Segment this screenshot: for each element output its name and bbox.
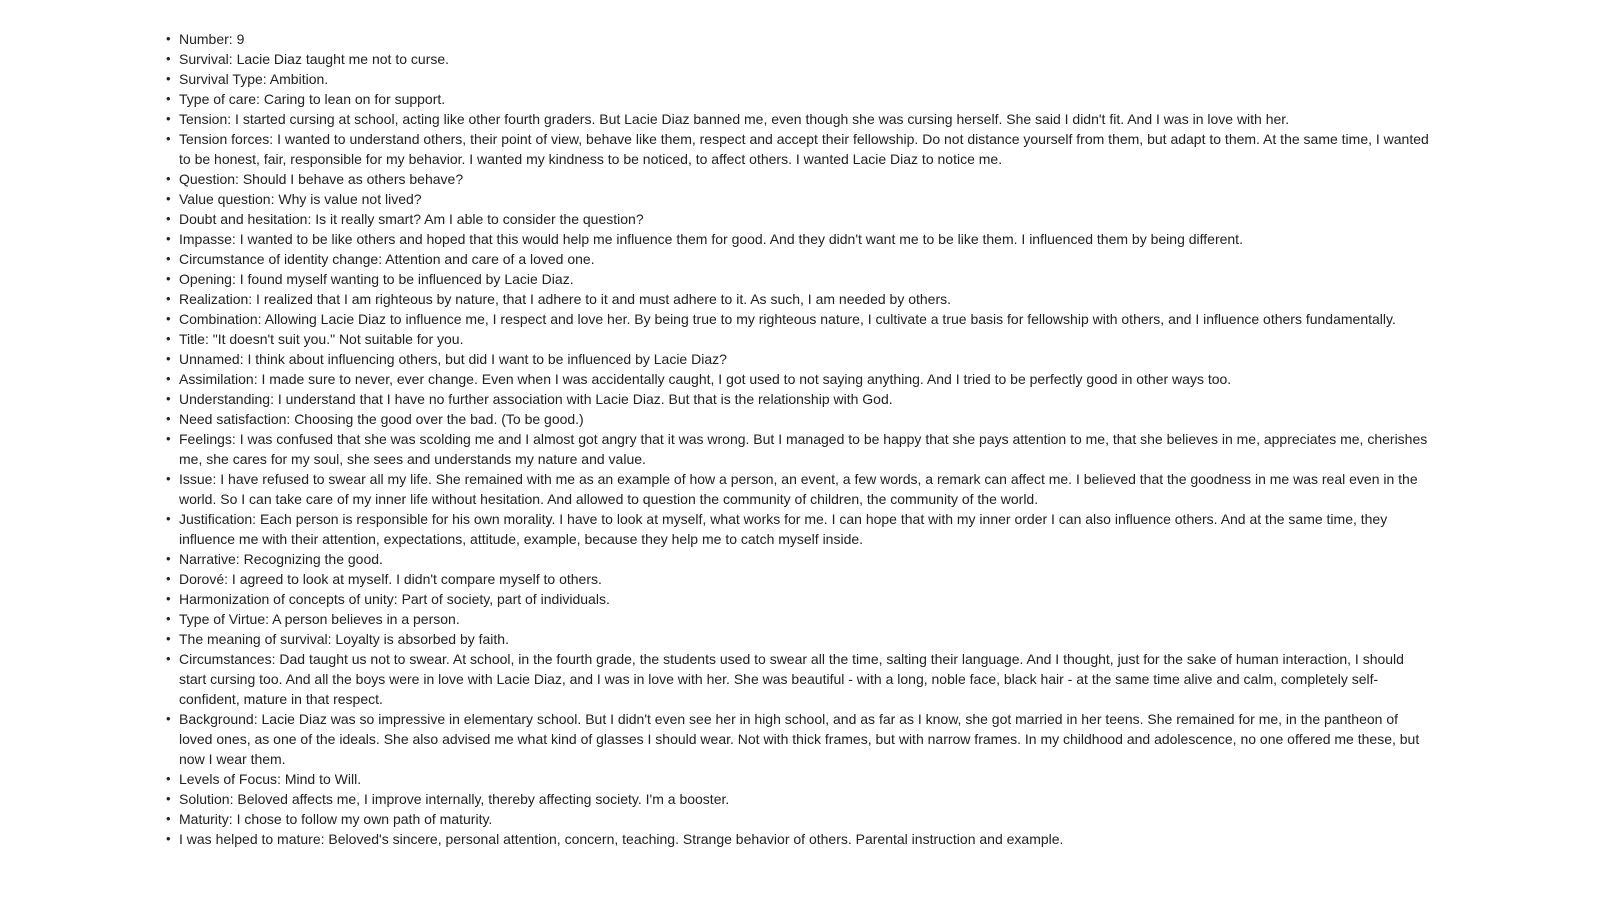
item-text: Ambition. bbox=[269, 71, 329, 87]
list-item bbox=[166, 649, 1430, 709]
label-separator: : bbox=[212, 471, 221, 487]
item-label: Question bbox=[179, 171, 236, 187]
label-separator: : bbox=[231, 431, 240, 447]
item-text: I understand that I have no further association with Lacie Diaz. But that is the relationship with God. bbox=[277, 391, 893, 407]
item-label: Opening bbox=[179, 271, 232, 287]
item-label: Narrative bbox=[179, 551, 236, 567]
bullet-icon: • bbox=[166, 291, 171, 306]
list-item bbox=[166, 329, 1430, 349]
item-text: Why is value not lived? bbox=[278, 191, 422, 207]
label-separator: : bbox=[235, 551, 244, 567]
item-label: Issue bbox=[179, 471, 213, 487]
label-separator: : bbox=[327, 631, 336, 647]
item-label: Circumstance of identity change bbox=[179, 251, 379, 267]
bullet-icon: • bbox=[166, 391, 171, 406]
item-text: I made sure to never, ever change. Even when I was accidentally caught, I got used to not saying anything. And I tried to be perfectly good in other ways too. bbox=[261, 371, 1232, 387]
label-separator: : bbox=[227, 111, 236, 127]
bullet-icon: • bbox=[166, 591, 171, 606]
list-item bbox=[166, 309, 1430, 329]
label-separator: : bbox=[320, 831, 329, 847]
list-item bbox=[166, 169, 1430, 189]
label-separator: : bbox=[253, 371, 262, 387]
bullet-icon: • bbox=[166, 51, 171, 66]
list-item bbox=[166, 189, 1430, 209]
item-text: "It doesn't suit you." Not suitable for you. bbox=[212, 331, 464, 347]
bullet-icon: • bbox=[166, 371, 171, 386]
item-text: Is it really smart? Am I able to consider the question? bbox=[315, 211, 644, 227]
list-item bbox=[166, 409, 1430, 429]
item-label: Realization bbox=[179, 291, 249, 307]
item-label: Understanding bbox=[179, 391, 271, 407]
item-text: Part of society, part of individuals. bbox=[401, 591, 610, 607]
item-text: Loyalty is absorbed by faith. bbox=[335, 631, 509, 647]
item-label: Harmonization of concepts of unity bbox=[179, 591, 394, 607]
item-text: I agreed to look at myself. I didn't compare myself to others. bbox=[231, 571, 602, 587]
label-separator: : bbox=[270, 391, 278, 407]
bullet-icon: • bbox=[166, 191, 171, 206]
list-item bbox=[166, 349, 1430, 369]
item-label: Tension forces bbox=[179, 131, 270, 147]
bullet-icon: • bbox=[166, 811, 171, 826]
item-text: I wanted to understand others, their point of view, behave like them, respect and accept their fellowship. Do not distance yourself from them, but adapt to them. At the same time, I wanted to be honest, fair, responsible for my behavior. I wanted my kindness to be noticed, to affect others. I wanted Lacie Diaz to notice me. bbox=[179, 131, 1429, 167]
bullet-icon: • bbox=[166, 351, 171, 366]
bullet-icon: • bbox=[166, 331, 171, 346]
bullet-icon: • bbox=[166, 71, 171, 86]
item-label: Tension bbox=[179, 111, 228, 127]
bullet-icon: • bbox=[166, 571, 171, 586]
label-separator: : bbox=[204, 331, 213, 347]
item-label: Value question bbox=[179, 191, 271, 207]
bullet-icon: • bbox=[166, 791, 171, 806]
label-separator: : bbox=[229, 791, 238, 807]
label-separator: : bbox=[252, 511, 260, 527]
bullet-icon: • bbox=[166, 31, 171, 46]
list-item bbox=[166, 249, 1430, 269]
list-item bbox=[166, 49, 1430, 69]
item-text: I chose to follow my own path of maturity. bbox=[236, 811, 493, 827]
item-label: Type of care bbox=[179, 91, 257, 107]
item-label: Doubt and hesitation bbox=[179, 211, 308, 227]
item-label: Unnamed bbox=[179, 351, 240, 367]
list-item bbox=[166, 369, 1430, 389]
bullet-icon: • bbox=[166, 251, 171, 266]
item-text: I realized that I am righteous by nature, that I adhere to it and must adhere to it. As such, I am needed by others. bbox=[256, 291, 952, 307]
item-label: Assimilation bbox=[179, 371, 254, 387]
bullet-icon: • bbox=[166, 271, 171, 286]
item-text: Lacie Diaz was so impressive in elementary school. But I didn't even see her in high school, and as far as I know, she got married in her teens. She remained for me, in the pantheon of loved ones, as one of the ideals. She also advised me what kind of glasses I should wear. Not with thick frames, but with narrow frames. In my childhood and adolescence, no one offered me these, but now I wear them. bbox=[179, 711, 1420, 767]
item-label: Dorové bbox=[179, 571, 225, 587]
item-text: Beloved affects me, I improve internally, thereby affecting society. I'm a booster. bbox=[237, 791, 730, 807]
item-text: I was confused that she was scolding me and I almost got angry that it was wrong. But I managed to be happy that she pays attention to me, that she believes in me, appreciates me, cherishes me, she cares for my soul, she sees and understands my nature and value. bbox=[179, 431, 1428, 467]
bullet-icon: • bbox=[166, 311, 171, 326]
bullet-icon: • bbox=[166, 831, 171, 846]
item-label: Levels of Focus bbox=[179, 771, 278, 787]
bullet-icon: • bbox=[166, 471, 171, 486]
item-text: Mind to Will. bbox=[284, 771, 362, 787]
label-separator: : bbox=[271, 651, 280, 667]
document-body bbox=[0, 29, 1430, 849]
bullet-icon: • bbox=[166, 411, 171, 426]
item-text: I found myself wanting to be influenced by Lacie Diaz. bbox=[239, 271, 574, 287]
list-item bbox=[166, 469, 1430, 509]
item-label: I was helped to mature bbox=[179, 831, 321, 847]
label-separator: : bbox=[378, 251, 386, 267]
bullet-icon: • bbox=[166, 651, 171, 666]
label-separator: : bbox=[235, 171, 243, 187]
item-text: Allowing Lacie Diaz to influence me, I respect and love her. By being true to my righteous nature, I cultivate a true basis for fellowship with others, and I influence others fundamentally. bbox=[264, 311, 1396, 327]
item-label: Number bbox=[179, 31, 229, 47]
list-item bbox=[166, 69, 1430, 89]
item-label: Solution bbox=[179, 791, 230, 807]
label-separator: : bbox=[228, 51, 237, 67]
item-text: Beloved's sincere, personal attention, concern, teaching. Strange behavior of others. Parental instruction and example. bbox=[328, 831, 1064, 847]
label-separator: : bbox=[228, 811, 237, 827]
list-item bbox=[166, 809, 1430, 829]
bullet-icon: • bbox=[166, 131, 171, 146]
item-label: Title bbox=[179, 331, 205, 347]
item-text: I have refused to swear all my life. She remained with me as an example of how a person, an event, a few words, a remark can affect me. I believed that the goodness in me was real even in the world. So I can take care of my inner life without hesitation. And allowed to question the community of children, the community of the world. bbox=[179, 471, 1418, 507]
list-item bbox=[166, 209, 1430, 229]
label-separator: : bbox=[393, 591, 402, 607]
item-label: Type of Virtue bbox=[179, 611, 266, 627]
label-separator: : bbox=[256, 91, 264, 107]
item-label: Circumstances bbox=[179, 651, 272, 667]
list-item bbox=[166, 429, 1430, 469]
label-separator: : bbox=[257, 311, 265, 327]
label-separator: : bbox=[265, 611, 273, 627]
bullet-icon: • bbox=[166, 211, 171, 226]
item-text: Lacie Diaz taught me not to curse. bbox=[236, 51, 450, 67]
list-item bbox=[166, 129, 1430, 169]
bullet-icon: • bbox=[166, 771, 171, 786]
item-text: Choosing the good over the bad. (To be good.) bbox=[294, 411, 584, 427]
label-separator: : bbox=[248, 291, 257, 307]
bullet-icon: • bbox=[166, 431, 171, 446]
item-text: I started cursing at school, acting like other fourth graders. But Lacie Diaz banned me, even though she was cursing herself. She said I didn't fit. And I was in love with her. bbox=[235, 111, 1290, 127]
bullet-icon: • bbox=[166, 711, 171, 726]
label-separator: : bbox=[307, 211, 316, 227]
item-text: Recognizing the good. bbox=[243, 551, 383, 567]
label-separator: : bbox=[239, 351, 248, 367]
bullet-icon: • bbox=[166, 551, 171, 566]
item-label: Survival Type bbox=[179, 71, 263, 87]
list-item bbox=[166, 609, 1430, 629]
bullet-icon: • bbox=[166, 231, 171, 246]
list-item bbox=[166, 229, 1430, 249]
label-separator: : bbox=[224, 571, 232, 587]
list-item bbox=[166, 289, 1430, 309]
item-label: Justification bbox=[179, 511, 253, 527]
label-separator: : bbox=[269, 131, 278, 147]
list-item bbox=[166, 589, 1430, 609]
list-item bbox=[166, 789, 1430, 809]
label-separator: : bbox=[277, 771, 285, 787]
item-label: Need satisfaction bbox=[179, 411, 287, 427]
list-item bbox=[166, 109, 1430, 129]
bullet-icon: • bbox=[166, 631, 171, 646]
item-label: Impasse bbox=[179, 231, 232, 247]
bullet-icon: • bbox=[166, 91, 171, 106]
bullet-list bbox=[0, 29, 1430, 849]
label-separator: : bbox=[228, 31, 237, 47]
item-text: A person believes in a person. bbox=[272, 611, 460, 627]
list-item bbox=[166, 269, 1430, 289]
label-separator: : bbox=[253, 711, 262, 727]
item-text: Dad taught us not to swear. At school, in the fourth grade, the students used to swear all the time, salting their language. And I thought, just for the sake of human interaction, I should start cursing too. And all the boys were in love with Lacie Diaz, and I was in love with her. She was beautiful - with a long, noble face, black hair - at the same time alive and calm, completely self-confident, mature in that respect. bbox=[179, 651, 1404, 707]
item-label: Combination bbox=[179, 311, 258, 327]
bullet-icon: • bbox=[166, 171, 171, 186]
item-text: Each person is responsible for his own morality. I have to look at myself, what works for me. I can hope that with my inner order I can also influence others. And at the same time, they influence me with their attention, expectations, attitude, example, because they help me to catch myself inside. bbox=[179, 511, 1388, 547]
item-text: I think about influencing others, but did I want to be influenced by Lacie Diaz? bbox=[247, 351, 727, 367]
item-label: Background bbox=[179, 711, 254, 727]
list-item bbox=[166, 769, 1430, 789]
item-text: Attention and care of a loved one. bbox=[385, 251, 595, 267]
list-item bbox=[166, 829, 1430, 849]
item-text: I wanted to be like others and hoped that this would help me influence them for good. And they didn't want me to be like them. I influenced them by being different. bbox=[239, 231, 1243, 247]
item-label: Survival bbox=[179, 51, 229, 67]
item-text: Caring to lean on for support. bbox=[263, 91, 446, 107]
list-item bbox=[166, 29, 1430, 49]
list-item bbox=[166, 549, 1430, 569]
label-separator: : bbox=[262, 71, 270, 87]
item-text: Should I behave as others behave? bbox=[242, 171, 464, 187]
item-text: 9 bbox=[236, 31, 245, 47]
item-label: The meaning of survival bbox=[179, 631, 328, 647]
label-separator: : bbox=[270, 191, 279, 207]
bullet-icon: • bbox=[166, 511, 171, 526]
list-item bbox=[166, 89, 1430, 109]
label-separator: : bbox=[286, 411, 295, 427]
list-item bbox=[166, 569, 1430, 589]
bullet-icon: • bbox=[166, 111, 171, 126]
label-separator: : bbox=[231, 271, 240, 287]
list-item bbox=[166, 509, 1430, 549]
list-item bbox=[166, 389, 1430, 409]
item-label: Feelings bbox=[179, 431, 232, 447]
list-item bbox=[166, 709, 1430, 769]
label-separator: : bbox=[231, 231, 240, 247]
item-label: Maturity bbox=[179, 811, 229, 827]
list-item bbox=[166, 629, 1430, 649]
bullet-icon: • bbox=[166, 611, 171, 626]
